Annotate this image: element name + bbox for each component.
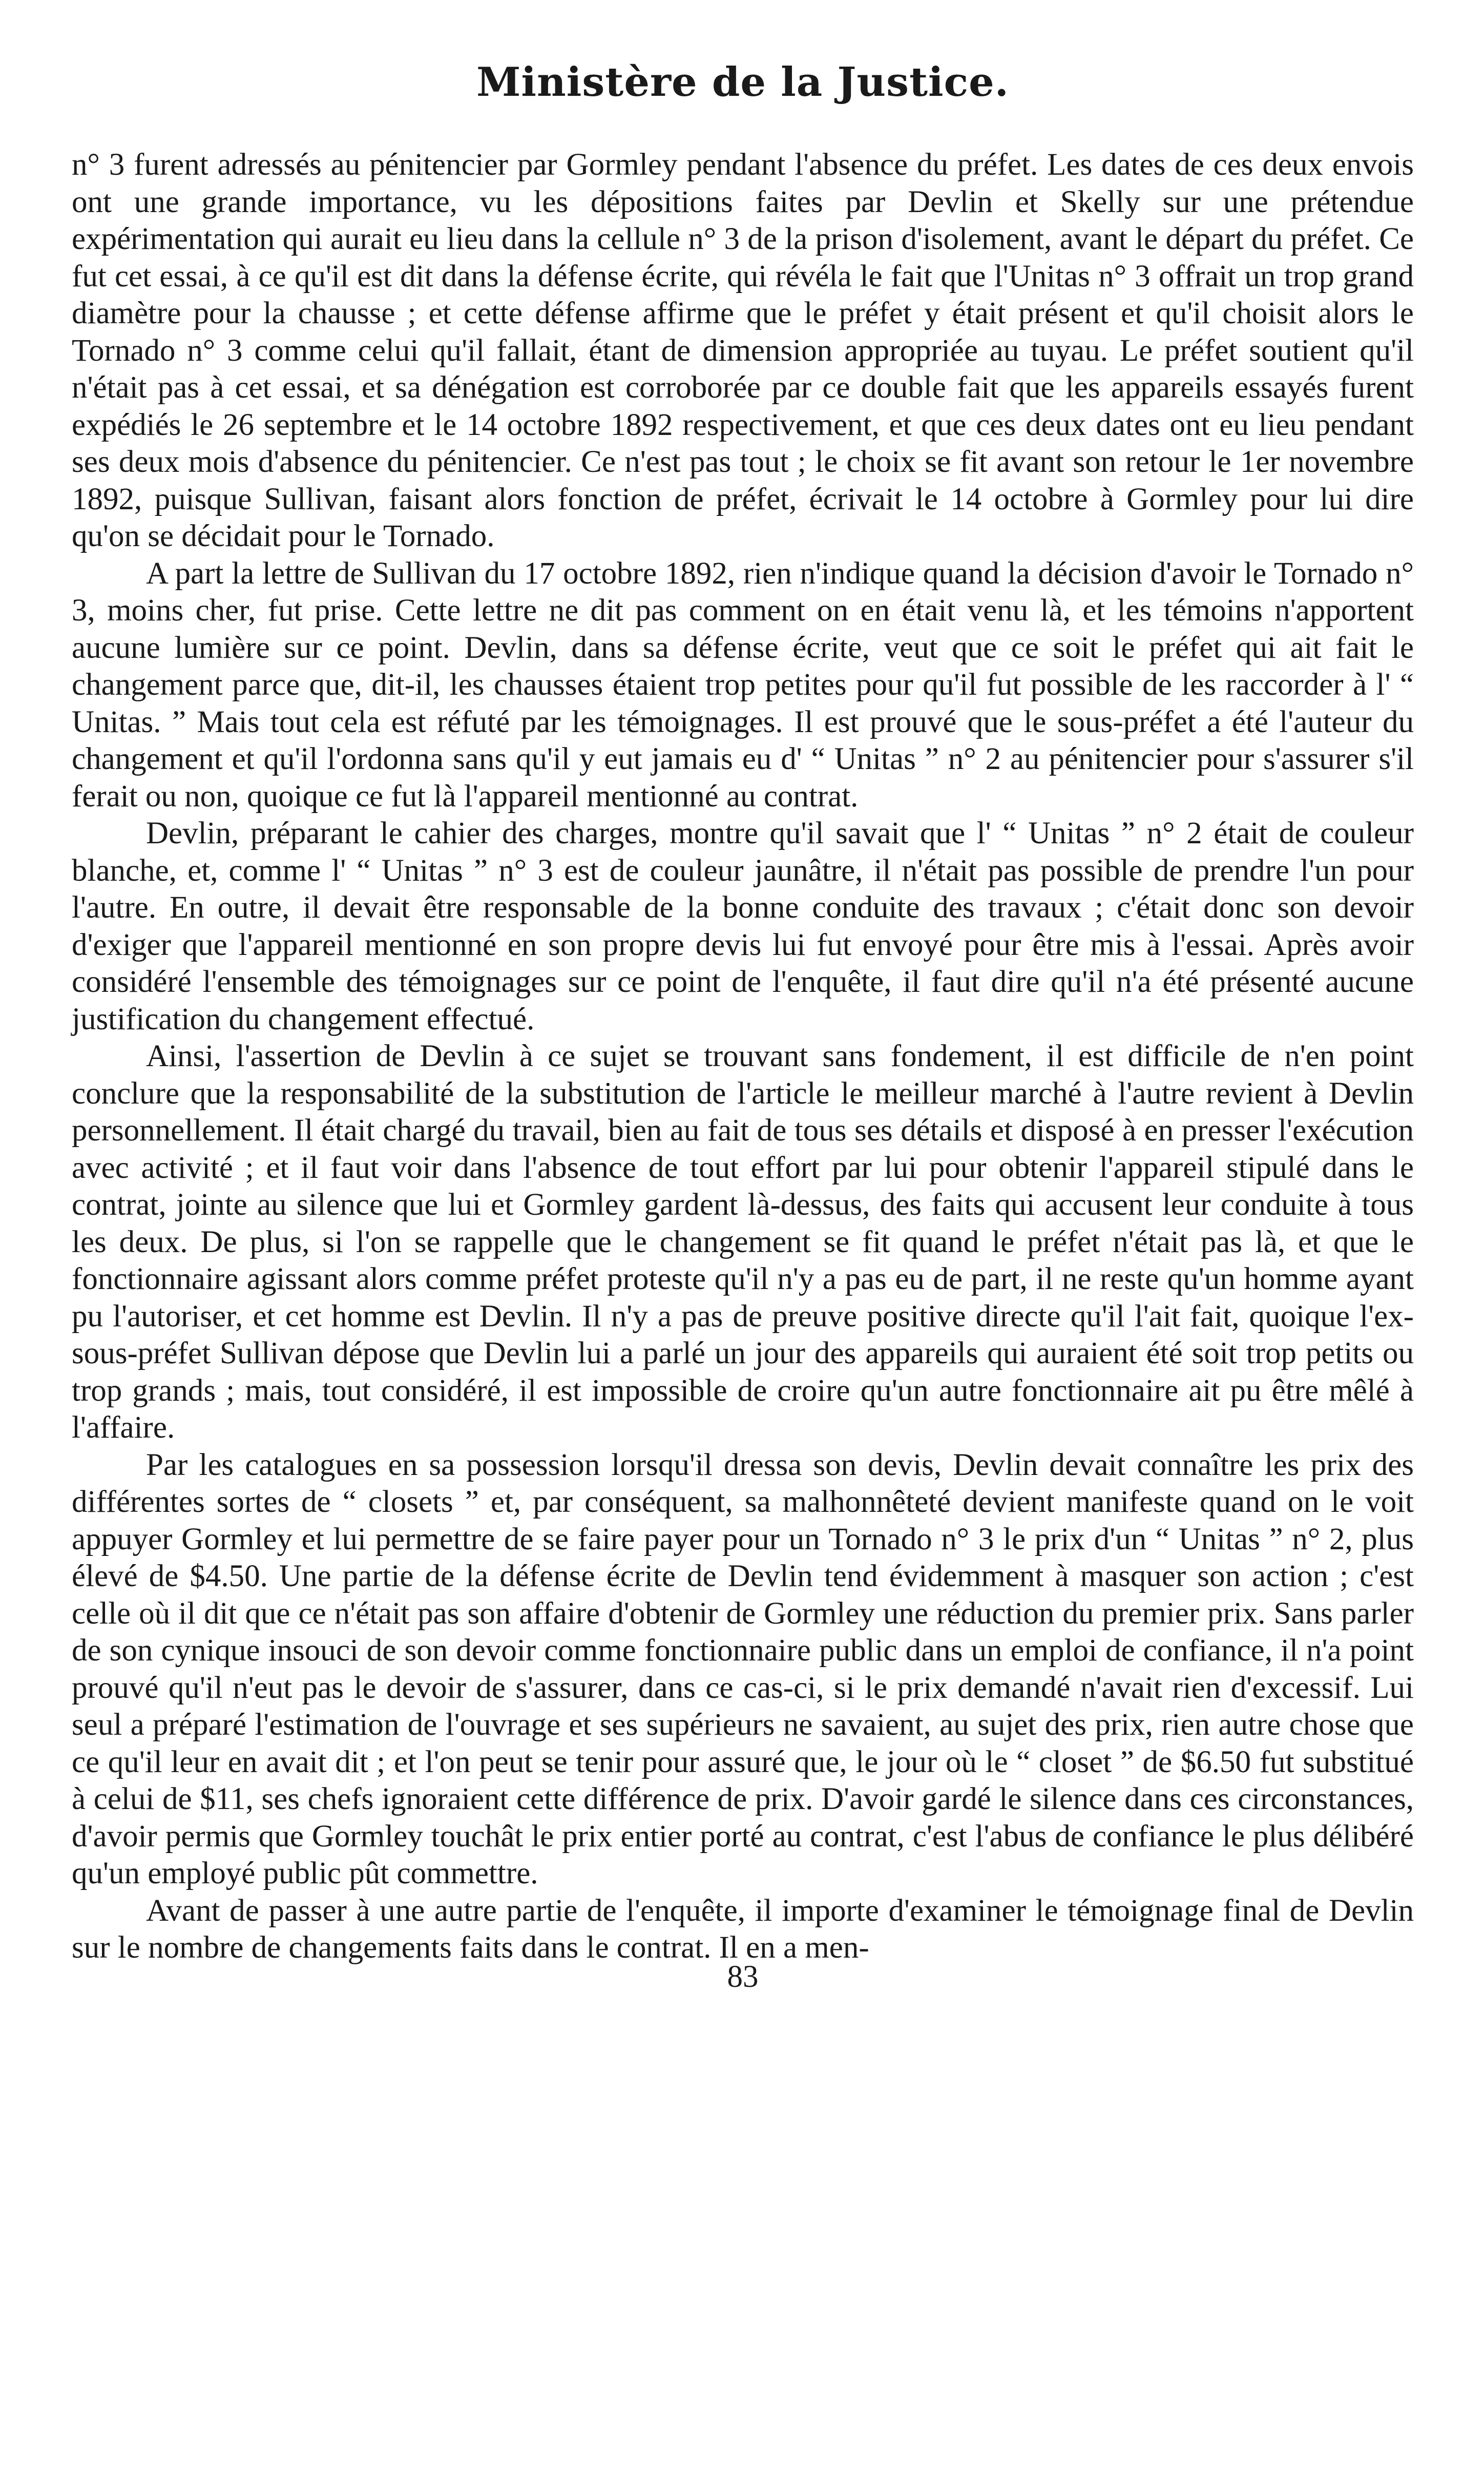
- paragraph-4: Ainsi, l'assertion de Devlin à ce sujet se trouvant sans fondement, il est difficile de n'en point conclure que la responsabilité de la substitution de l'article le meilleur marché à l'autre revient à Devlin personnellement. Il était chargé du travail, bien au fait de tous ses détails et disposé à en presser l'exécution avec activité ; et il faut voir dans l'absence de tout effort par lui pour obtenir l'appareil stipulé dans le contrat, jointe au silence que lui et Gormley gardent là-dessus, des faits qui accusent leur conduite à tous les deux. De plus, si l'on se rappelle que le changement se fit quand le préfet n'était pas là, et que le fonctionnaire agissant alors comme préfet proteste qu'il n'y a pas eu de part, il ne reste qu'un homme ayant pu l'autoriser, et cet homme est Devlin. Il n'y a pas de preuve positive directe qu'il l'ait fait, quoique l'ex-sous-préfet Sullivan dépose que Devlin lui a parlé un jour des appareils qui auraient été soit trop petits ou trop grands ; mais, tout considéré, il est impossible de croire qu'un autre fonctionnaire ait pu être mêlé à l'affaire.: [72, 1039, 1414, 1445]
- paragraph-3: Devlin, préparant le cahier des charges, montre qu'il savait que l' “ Unitas ” n° 2 était de couleur blanche, et, comme l' “ Unitas ” n° 3 est de couleur jaunâtre, il n'était pas possible de prendre l'un pour l'autre. En outre, il devait être responsable de la bonne conduite des travaux ; c'était donc son devoir d'exiger que l'appareil mentionné en son propre devis lui fut envoyé pour être mis à l'essai. Après avoir considéré l'ensemble des témoignages sur ce point de l'enquête, il faut dire qu'il n'a été présenté aucune justification du changement effectué.: [72, 816, 1414, 1036]
- paragraph-2: A part la lettre de Sullivan du 17 octobre 1892, rien n'indique quand la décision d'avoir le Tornado n° 3, moins cher, fut prise. Cette lettre ne dit pas comment on en était venu là, et les témoins n'apportent aucune lumière sur ce point. Devlin, dans sa défense écrite, veut que ce soit le préfet qui ait fait le changement parce que, dit-il, les chausses étaient trop petites pour qu'il fut possible de les raccorder à l' “ Unitas. ” Mais tout cela est réfuté par les témoignages. Il est prouvé que le sous-préfet a été l'auteur du changement et qu'il l'ordonna sans qu'il y eut jamais eu d' “ Unitas ” n° 2 au pénitencier pour s'assurer s'il ferait ou non, quoique ce fut là l'appareil mentionné au contrat.: [72, 556, 1414, 814]
- document-page: [72, 59, 1414, 2436]
- page-header-title: Ministère de la Justice.: [476, 59, 1009, 106]
- paragraph-6: Avant de passer à une autre partie de l'enquête, il importe d'examiner le témoignage final de Devlin sur le nombre de changements faits dans le contrat. Il en a men-: [72, 1893, 1414, 1965]
- paragraph-5: Par les catalogues en sa possession lorsqu'il dressa son devis, Devlin devait connaître les prix des différentes sortes de “ closets ” et, par conséquent, sa malhonnêteté devient manifeste quand on le voit appuyer Gormley et lui permettre de se faire payer pour un Tornado n° 3 le prix d'un “ Unitas ” n° 2, plus élevé de $4.50. Une partie de la défense écrite de Devlin tend évidemment à masquer son action ; c'est celle où il dit que ce n'était pas son affaire d'obtenir de Gormley une réduction du premier prix. Sans parler de son cynique insouci de son devoir comme fonctionnaire public dans un emploi de confiance, il n'a point prouvé qu'il n'eut pas le devoir de s'assurer, dans ce cas-ci, si le prix demandé n'avait rien d'excessif. Lui seul a préparé l'estimation de l'ouvrage et ses supérieurs ne savaient, au sujet des prix, rien autre chose que ce qu'il leur en avait dit ; et l'on peut se tenir pour assuré que, le jour où le “ closet ” de $6.50 fut substitué à celui de $11, ses chefs ignoraient cette différence de prix. D'avoir gardé le silence dans ces circonstances, d'avoir permis que Gormley touchât le prix entier porté au contrat, c'est l'abus de confiance le plus délibéré qu'un employé public pût commettre.: [72, 1447, 1414, 1890]
- page-number: 83: [727, 1959, 759, 1994]
- paragraph-1: n° 3 furent adressés au pénitencier par Gormley pendant l'absence du préfet. Les dates de ces deux envois ont une grande importance, vu les dépositions faites par Devlin et Skelly sur une prétendue expérimentation qui aurait eu lieu dans la cellule n° 3 de la prison d'isolement, avant le départ du préfet. Ce fut cet essai, à ce qu'il est dit dans la défense écrite, qui révéla le fait que l'Unitas n° 3 offrait un trop grand diamètre pour la chausse ; et cette défense affirme que le préfet y était présent et qu'il choisit alors le Tornado n° 3 comme celui qu'il fallait, étant de dimension appropriée au tuyau. Le préfet soutient qu'il n'était pas à cet essai, et sa dénégation est corroborée par ce double fait que les appareils essayés furent expédiés le 26 septembre et le 14 octobre 1892 respectivement, et que ces deux dates ont eu lieu pendant ses deux mois d'absence du pénitencier. Ce n'est pas tout ; le choix se fit avant son retour le 1er novembre 1892, puisque Sullivan, faisant alors fonction de préfet, écrivait le 14 octobre à Gormley pour lui dire qu'on se décidait pour le Tornado.: [72, 148, 1414, 553]
